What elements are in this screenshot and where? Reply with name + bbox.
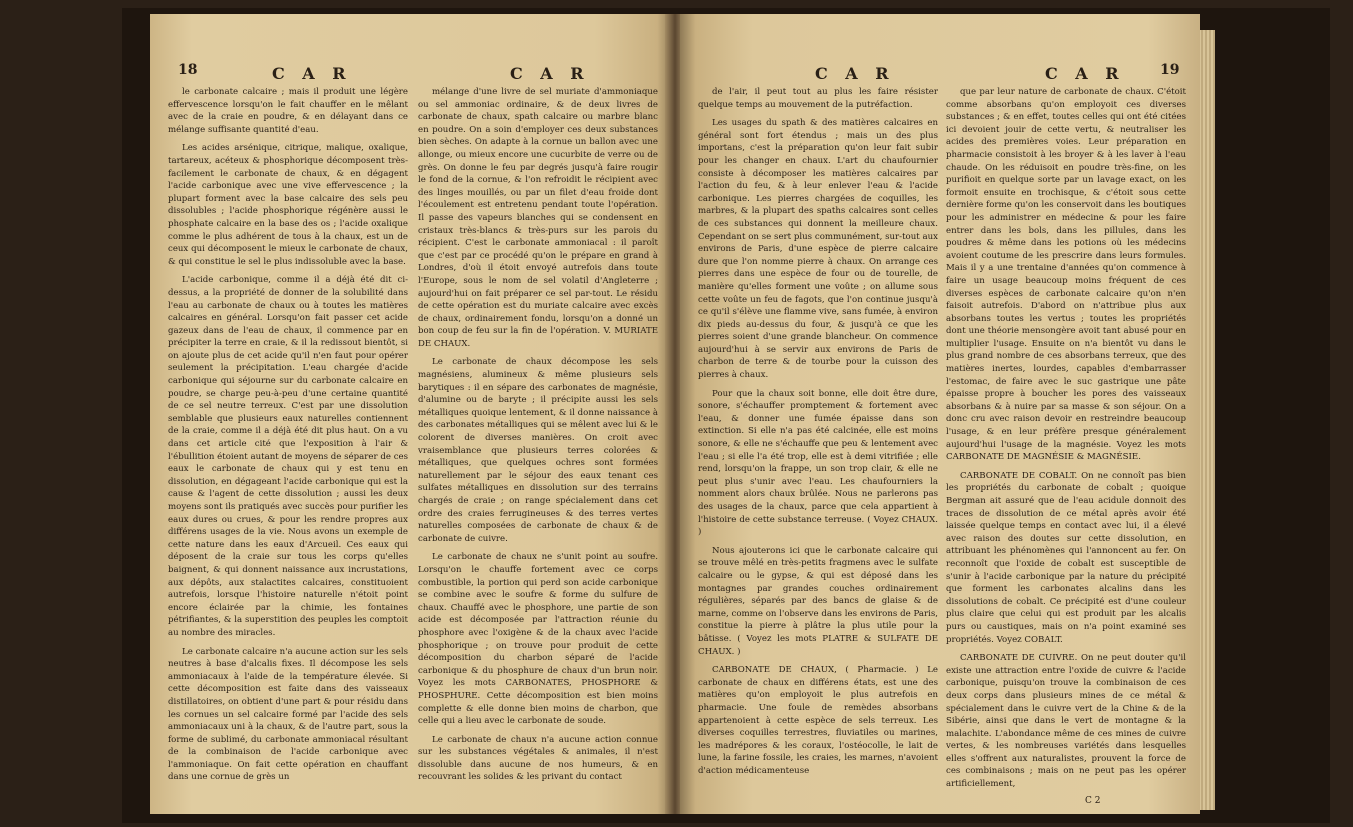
paragraph: Les usages du spath & des matières calcaires en général sont fort étendus ; mais un des plus importans, c'est la préparation qu'on leur fait subir pour les changer en chaux. L'art du chaufournier consiste à décomposer les matières calcaires par l'action du feu, & à leur enlever l'eau & l'acide carbonique. Les pierres chargées de coquilles, les marbres, & la plupart des spaths calcaires sont celles de ces substances qui donnent la meilleure chaux. Cependant on se sert plus communément, sur-tout aux environs de Paris, d'une espèce de pierre calcaire dure que l'on nomme pierre à chaux. On arrange ces pierres dans une espèce de four ou de tourelle, de manière qu'elles forment une voûte ; on allume sous cette voûte un feu de fagots, que l'on continue jusqu'à ce qu'il s'élève une flamme vive, sans fumée, à environ dix pieds au-dessus du four, & jusqu'à ce que les pierres soient d'une grande blancheur. On commence aujourd'hui à se servir aux environs de Paris de charbon de terre & de tourbe pour la cuisson des pierres à chaux. <box>698 118 938 381</box>
paragraph: le carbonate calcaire ; mais il produit une légère effervescence lorsqu'on le fait chauffer en le mêlant avec de la craie en poudre, & en délayant dans ce mélange suffisante quantité d'eau. <box>168 87 408 135</box>
paragraph: CARBONATE DE CHAUX, ( Pharmacie. ) Le carbonate de chaux en différens états, est une des matières qu'on employoit le plus autrefois en pharmacie. Une foule de remèdes absorbans appartenoient à cette espèce de sels terreux. Les diverses coquilles terrestres, fluviatiles ou marines, les madrépores & les coraux, l'ostéocolle, le lait de lune, la farine fossile, les craies, les marnes, n'avoient d'action médicamenteuse <box>698 665 938 776</box>
running-head: C A R <box>1045 64 1125 83</box>
text-column-1 <box>698 86 938 783</box>
paragraph: mélange d'une livre de sel muriate d'ammoniaque ou sel ammoniac ordinaire, & de deux livres de carbonate de chaux, spath calcaire ou marbre blanc en poudre. On a soin d'employer ces deux substances bien sèches. On adapte à la cornue un ballon avec une allonge, ou mieux encore une cucurbite de verre ou de grès. On donne le feu par degrés jusqu'à faire rougir le fond de la cornue, & l'on refroidit le récipient avec des linges mouillés, ou par un filet d'eau froide dont l'écoulement est entretenu pendant toute l'opération. Il passe des vapeurs blanches qui se condensent en cristaux très-blancs & très-purs sur les parois du récipient. C'est le carbonate ammoniacal : il paroît que c'est par ce procédé qu'on le prépare en grand à Londres, d'où il étoit envoyé autrefois dans toute l'Europe, sous le nom de sel volatil d'Angleterre ; aujourd'hui on fait préparer ce sel par-tout. Le résidu de cette opération est du muriate calcaire avec excès de chaux, ordinairement fondu, lorsqu'on a donné un bon coup de feu sur la fin de l'opération. V. MURIATE DE CHAUX. <box>418 87 658 349</box>
page-number: 19 <box>1160 62 1180 78</box>
paragraph: Le carbonate calcaire n'a aucune action sur les sels neutres à base d'alcalis fixes. Il décompose les sels ammoniacaux à l'aide de la température élevée. Si cette décomposition est faite dans des vaisseaux distillatoires, on obtient d'une part & pour résidu dans les cornues un sel calcaire formé par l'acide des sels ammoniacaux uni à la chaux, & de l'autre part, sous la forme de sublimé, du carbonate ammoniacal résultant de la combinaison de l'acide carbonique avec l'ammoniaque. On fait cette opération en chauffant dans une cornue de grès un <box>168 646 408 783</box>
paragraph: Le carbonate de chaux n'a aucune action connue sur les substances végétales & animales, il n'est dissoluble dans aucune de nos humeurs, & en recouvrant les solides & les privant du contact <box>418 734 658 783</box>
text-column-2 <box>418 86 658 790</box>
paragraph: L'acide carbonique, comme il a déjà été dit ci-dessus, a la propriété de donner de la solubilité dans l'eau au carbonate de chaux ou à toutes les matières calcaires en général. Lorsqu'on fait passer cet acide gazeux dans de l'eau de chaux, il commence par en précipiter la terre en craie, & il la redissout bientôt, si on ajoute plus de cet acide qu'il n'en faut pour opérer seulement la précipitation. L'eau chargée d'acide carbonique qui séjourne sur du carbonate calcaire en poudre, se charge peu-à-peu d'une certaine quantité de ce sel neutre terreux. C'est par une dissolution semblable que plusieurs eaux naturelles contiennent de la craie, comme il a déjà été dit plus haut. On a vu dans cet article cité que l'exposition à l'air & l'ébullition étoient autant de moyens de séparer de ces eaux le carbonate de chaux qui y est tenu en dissolution, en dégageant l'acide carbonique qui est la cause & l'agent de cette dissolution ; aussi les deux moyens sont ils pratiqués avec succès pour purifier les eaux dures ou crues, & pour les rendre propres aux différens usages de la vie. Nous avons un exemple de cette nature dans les eaux d'Arcueil. Ces eaux qui déposent de la craie sur tous les corps qu'elles baignent, & qui donnent naissance aux incrustations, aux dépôts, aux stalactites calcaires, constituoient autrefois, lorsque l'histoire naturelle n'étoit point encore éclairée par la chimie, les fontaines pétrifiantes, & la superstition des peuples les comptoit au nombre des miracles. <box>168 275 408 638</box>
running-head: C A R <box>510 64 590 83</box>
page-number: 18 <box>178 62 198 78</box>
running-head: C A R <box>815 64 895 83</box>
text-column-2 <box>946 86 1186 797</box>
paragraph: Le carbonate de chaux décompose les sels magnésiens, alumineux & même plusieurs sels barytiques : il en sépare des carbonates de magnésie, d'alumine ou de baryte ; il précipite aussi les sels métalliques quoique lentement, & il donne naissance à des carbonates métalliques qui se mêlent avec lui & le colorent de diverses manières. On croit avec vraisemblance que plusieurs terres colorées & métalliques, que quelques ochres sont formées naturellement par le séjour des eaux tenant ces sulfates métalliques en dissolution sur des terrains chargés de craie ; on range spécialement dans cet ordre des craies ferrugineuses & des terres vertes naturelles composées de carbonate de chaux & de carbonate de cuivre. <box>418 357 658 544</box>
paragraph: Nous ajouterons ici que le carbonate calcaire qui se trouve mêlé en très-petits fragmens avec le sulfate calcaire ou le gypse, & qui est déposé dans les montagnes par grandes couches ordinairement régulières, séparés par des bancs de glaise & de marne, comme on l'observe dans les environs de Paris, constitue la pierre à plâtre la plus utile pour la bâtisse. ( Voyez les mots PLATRE & SULFATE DE CHAUX. ) <box>698 545 938 657</box>
paragraph: Les acides arsénique, citrique, malique, oxalique, tartareux, acéteux & phosphorique décomposent très-facilement le carbonate de chaux, & en dégagent l'acide carbonique avec une vive effervescence ; la plupart forment avec la base calcaire des sels peu dissolubles ; l'acide phosphorique régénère aussi le phosphate calcaire en la base des os ; l'acide oxalique comme le plus adhérent de tous à la chaux, est un de ceux qui décomposent le mieux le carbonate de chaux, & qui constitue le sel le plus indissoluble avec la base. <box>168 143 408 267</box>
text-column-1 <box>168 86 408 790</box>
signature-mark: C 2 <box>1085 796 1101 806</box>
paragraph: Le carbonate de chaux ne s'unit point au soufre. Lorsqu'on le chauffe fortement avec ce corps combustible, la portion qui perd son acide carbonique se combine avec le soufre & forme du sulfure de chaux. Chauffé avec le phosphore, une partie de son acide est décomposée par l'attraction réunie du phosphore avec l'oxigène & de la chaux avec l'acide phosphorique ; on trouve pour produit de cette décomposition du charbon séparé de l'acide carbonique & du phosphure de chaux d'un brun noir. Voyez les mots CARBONATES, PHOSPHORE & PHOSPHURE. Cette décomposition est bien moins complette & elle donne bien moins de charbon, que celle qui a lieu avec le carbonate de soude. <box>418 552 658 727</box>
left-page <box>150 14 673 814</box>
paragraph: CARBONATE DE CUIVRE. On ne peut douter qu'il existe une attraction entre l'oxide de cuivre & l'acide carbonique, puisqu'on trouve la combinaison de ces deux corps dans plusieurs mines de ce métal & spécialement dans le cuivre vert de la Chine & de la Sibérie, ainsi que dans le vert de montagne & la malachite. L'abondance même de ces mines de cuivre vertes, & les nombreuses variétés dans lesquelles elles s'offrent aux naturalistes, prouvent la force de ces combinaisons ; mais on ne peut pas les opérer artificiellement, <box>946 653 1186 790</box>
paragraph: Pour que la chaux soit bonne, elle doit être dure, sonore, s'échauffer promptement & fortement avec l'eau, & donner une fumée épaisse dans son extinction. Si elle n'a pas été calcinée, elle est moins sonore, & elle ne s'échauffe que peu & lentement avec l'eau ; si elle l'a été trop, elle est à demi vitrifiée ; elle rend, lorsqu'on la frappe, un son trop clair, & elle ne peut plus s'unir avec l'eau. Les chaufourniers la nomment alors chaux brûlée. Nous ne parlerons pas des usages de la chaux, parce que cela appartient à l'histoire de cette substance terreuse. ( Voyez CHAUX. ) <box>698 388 938 538</box>
paragraph: CARBONATE DE COBALT. On ne connoît pas bien les propriétés du carbonate de cobalt ; quoique Bergman ait assuré que de l'eau acidule donnoit des traces de dissolution de ce métal après avoir été laissée quelque temps en contact avec lui, il a élevé avec raison des doutes sur cette dissolution, en attribuant les phénomènes qui l'annoncent au fer. On reconnoît que l'oxide de cobalt est susceptible de s'unir à l'acide carbonique par la nature du précipité que forment les carbonates alcalins dans les dissolutions de cobalt. Ce précipité est d'une couleur plus claire que celui qui est produit par les alcalis purs ou caustiques, mais on n'a point examiné ses propriétés. Voyez COBALT. <box>946 470 1186 645</box>
running-head: C A R <box>272 64 352 83</box>
paragraph: que par leur nature de carbonate de chaux. C'étoit comme absorbans qu'on employoit ces diverses substances ; & en effet, toutes celles qui ont été citées ici devoient jouir de cette vertu, & neutraliser les acides des premières voies. Leur préparation en pharmacie consistoit à les broyer & à les laver à l'eau chaude. On les réduisoit en poudre très-fine, on les purifioit en quelque sorte par un lavage exact, on les formoit ensuite en trochisque, & c'étoit sous cette dernière forme qu'on les conservoit dans les boutiques pour les administrer en médecine & pour les faire entrer dans les bols, dans les pillules, dans les poudres & même dans les potions où les médecins avoient coutume de les prescrire dans leurs formules. Mais il y a une trentaine d'années qu'on commence à faire un usage beaucoup moins fréquent de ces diverses espèces de carbonate calcaire qu'on n'en faisoit autrefois. D'abord on n'attribue plus aux absorbans toutes les vertus ; toutes les propriétés dont une théorie mensongère avoit tant abusé pour en multiplier l'usage. Ensuite on n'a bientôt vu dans le plus grand nombre de ces absorbans terreux, que des matières inertes, lourdes, capables d'embarrasser l'estomac, de faire avec le suc gastrique une pâte épaisse propre à boucher les pores des vaisseaux absorbans & à nuire par sa masse & son séjour. On a donc cru avec raison devoir en restreindre beaucoup l'usage, & en leur préfère presque généralement aujourd'hui l'usage de la magnésie. Voyez les mots CARBONATE DE MAGNÉSIE & MAGNÉSIE. <box>946 87 1186 463</box>
right-page <box>680 14 1200 814</box>
paragraph: de l'air, il peut tout au plus les faire résister quelque temps au mouvement de la putréfaction. <box>698 87 938 110</box>
